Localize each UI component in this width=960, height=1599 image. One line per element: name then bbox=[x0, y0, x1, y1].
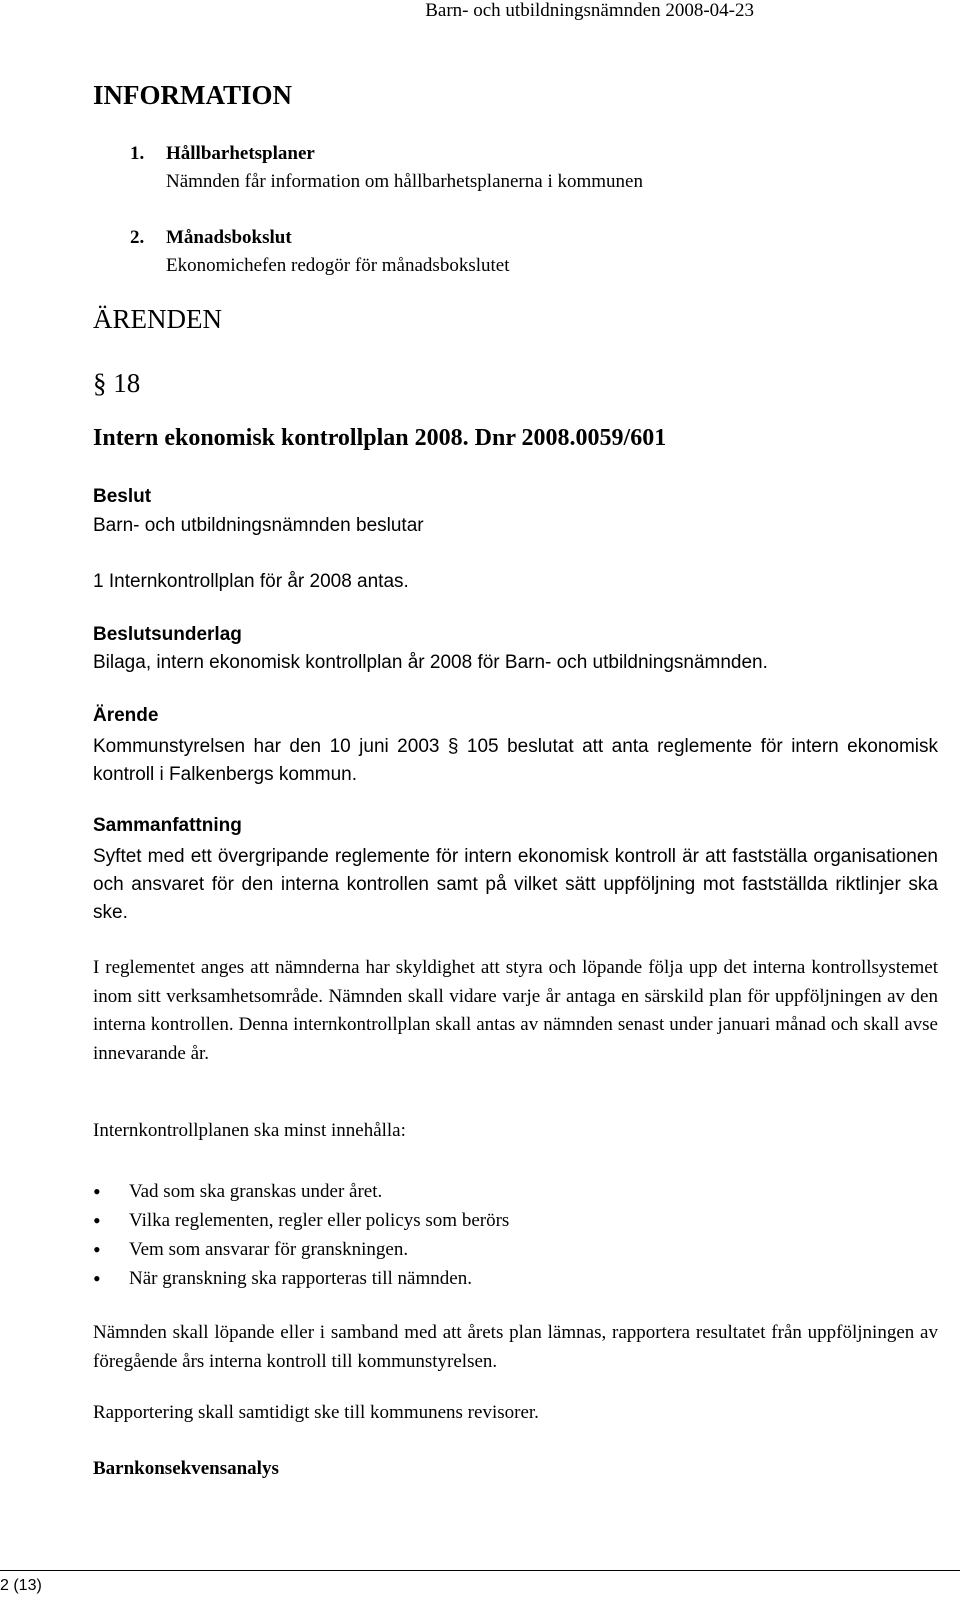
sammanfattning-text: Syftet med ett övergripande reglemente för intern ekonomisk kontroll är att fastställa organisationen och ansvaret för den interna kontrollen samt på vilket sätt uppföljning mot fastställda riktlinjer ska ske. bbox=[93, 846, 938, 923]
arende-label: Ärende bbox=[93, 705, 159, 726]
innehalla-text: Internkontrollplanen ska minst innehålla: bbox=[93, 1120, 406, 1141]
item-title: Hållbarhetsplaner bbox=[166, 143, 315, 164]
beslut-label: Beslut bbox=[93, 486, 152, 507]
barnkonsekvens-label: Barnkonsekvensanalys bbox=[93, 1458, 279, 1479]
beslutsunderlag-label: Beslutsunderlag bbox=[93, 624, 242, 645]
item-title: Månadsbokslut bbox=[166, 227, 292, 248]
paragraph-value: 18 bbox=[113, 368, 141, 398]
item-text: Ekonomichefen redogör för månadsbokslutet bbox=[166, 255, 510, 276]
arenden-heading: ÄRENDEN bbox=[93, 304, 222, 334]
item-number: 1. bbox=[130, 143, 145, 164]
item-text: Nämnden får information om hållbarhetsplanerna i kommunen bbox=[166, 171, 643, 192]
list-item: • När granskning ska rapporteras till nämnden. bbox=[93, 1264, 509, 1293]
list-item: • Vad som ska granskas under året. bbox=[93, 1177, 509, 1206]
page-header: Barn- och utbildningsnämnden 2008-04-23 bbox=[425, 0, 754, 21]
rapport-paragraph: Nämnden skall löpande eller i samband med att årets plan lämnas, rapportera resultatet från uppföljningen av föregående års interna kontroll till kommunstyrelsen. bbox=[93, 1322, 938, 1372]
footer-divider bbox=[0, 1570, 960, 1571]
page-number: 2 (13) bbox=[0, 1577, 42, 1594]
beslutsunderlag-text: Bilaga, intern ekonomisk kontrollplan år 2008 för Barn- och utbildningsnämnden. bbox=[93, 652, 768, 673]
paragraph-symbol: § bbox=[93, 368, 107, 398]
information-heading: INFORMATION bbox=[93, 80, 292, 110]
sammanfattning-label: Sammanfattning bbox=[93, 815, 242, 836]
list-item: • Vem som ansvarar för granskningen. bbox=[93, 1235, 509, 1264]
beslut-text: Barn- och utbildningsnämnden beslutar bbox=[93, 515, 424, 536]
reglemente-paragraph: I reglementet anges att nämnderna har skyldighet att styra och löpande följa upp det interna kontrollsystemet inom sitt verksamhetsområde. Nämnden skall vidare varje år antaga en särskild plan för uppföljningen av den interna kontrollen. Denna internkontrollplan skall antas av nämnden senast under januari månad och skall avse innevarande år. bbox=[93, 957, 938, 1064]
beslut-point: 1 Internkontrollplan för år 2008 antas. bbox=[93, 571, 409, 592]
case-title: Intern ekonomisk kontrollplan 2008. Dnr 2008.0059/601 bbox=[93, 425, 667, 451]
requirements-list bbox=[93, 1177, 509, 1293]
item-number: 2. bbox=[130, 227, 145, 248]
paragraph-number bbox=[93, 368, 140, 399]
list-item: • Vilka reglementen, regler eller policys som berörs bbox=[93, 1206, 509, 1235]
arende-text: Kommunstyrelsen har den 10 juni 2003 § 105 beslutat att anta reglemente för intern ekonomisk kontroll i Falkenbergs kommun. bbox=[93, 736, 938, 785]
revisorer-text: Rapportering skall samtidigt ske till kommunens revisorer. bbox=[93, 1402, 539, 1423]
